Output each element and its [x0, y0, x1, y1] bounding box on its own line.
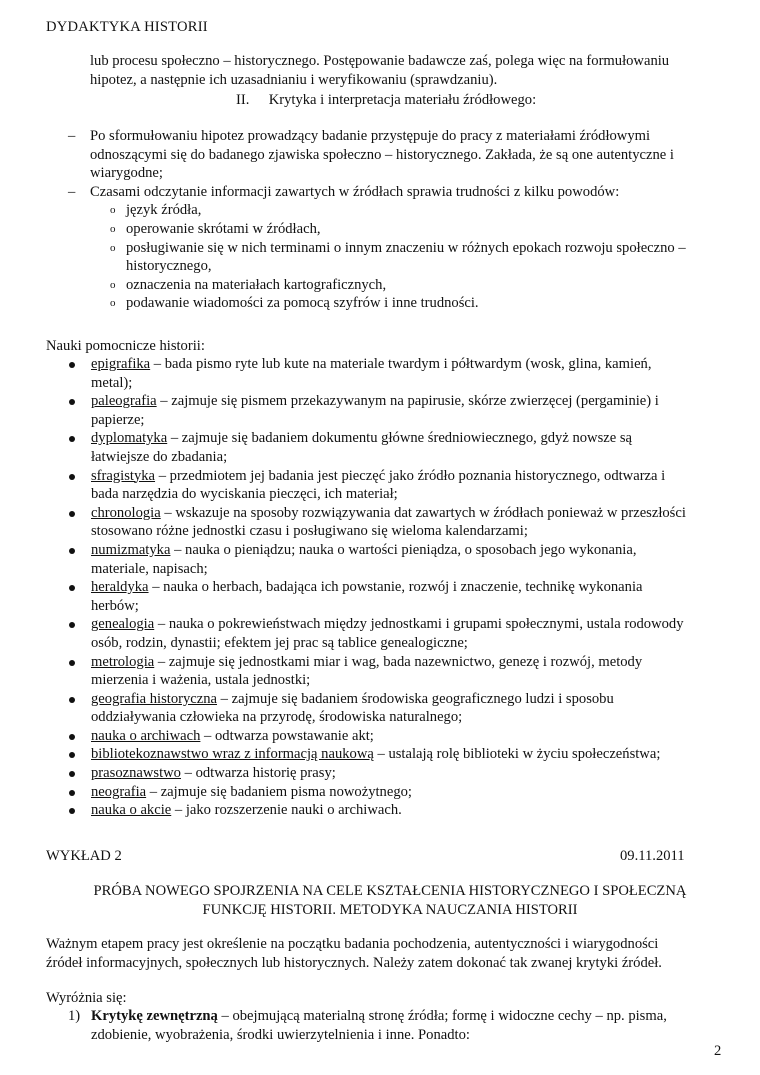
term-description: – ustalają rolę biblioteki w życiu społeczeństwa;: [373, 746, 661, 763]
numbered-item-text-cont: zdobienie, wyobrażenia, środki uwierzytelnienia i inne. Ponadto:: [91, 1026, 470, 1043]
list-item: [46, 653, 726, 690]
dash-item: [46, 183, 726, 202]
sub-item: [46, 201, 726, 220]
list-item: [46, 392, 726, 429]
term: dyplomatyka: [91, 430, 168, 447]
term: nauka o akcie: [91, 802, 172, 819]
list-item: [46, 745, 726, 764]
section-heading: [236, 91, 536, 110]
term: geografia historyczna: [91, 690, 218, 707]
lecture-paragraph-line-1: Ważnym etapem pracy jest określenie na początku badania pochodzenia, autentyczności i wiarygodności: [46, 936, 659, 952]
sub-item-line: podawanie wiadomości za pomocą szyfrów i inne trudności.: [126, 295, 479, 312]
sub-item-line: operowanie skrótami w źródłach,: [126, 220, 321, 237]
term-description: – wskazuje na sposoby rozwiązywania dat zawartych w źródłach ponieważ w przeszłości: [160, 504, 686, 521]
bullet-icon: [69, 548, 75, 554]
lecture-date: 09.11.2011: [620, 848, 685, 864]
term-description-cont: osób, rodzin, dynastii; efektem jej prac są tablice genealogiczne;: [91, 634, 468, 651]
list-item: [46, 764, 726, 783]
term-description: – zajmuje się badaniem środowiska geograficznego ludzi i sposobu: [217, 690, 614, 707]
list-item: [46, 727, 726, 746]
list-item: [46, 429, 726, 466]
bullet-icon: [69, 585, 75, 591]
circle-bullet-icon: o: [110, 204, 116, 217]
circle-bullet-icon: o: [110, 297, 116, 310]
term-description: – nauka o pokrewieństwach między jednostkami i grupami społecznymi, ustala rodowody: [154, 616, 684, 633]
bullet-icon: [69, 399, 75, 405]
bullet-icon: [69, 660, 75, 666]
section-title: Krytyka i interpretacja materiału źródłowego:: [268, 92, 537, 108]
dash-item-line: wiarygodne;: [90, 165, 163, 182]
circle-bullet-icon: o: [110, 222, 116, 235]
term-description-cont: łatwiejsze do zbadania;: [91, 448, 228, 465]
bullet-icon: [69, 511, 75, 517]
section-numeral: II.: [236, 92, 250, 108]
lecture-title-line-2: FUNKCJĘ HISTORII. METODYKA NAUCZANIA HISTORII: [202, 901, 578, 918]
bullet-icon: [69, 752, 75, 758]
page-number: 2: [714, 1043, 722, 1059]
dash-marker: –: [68, 128, 76, 144]
term: nauka o archiwach: [91, 727, 201, 744]
term-description: – zajmuje się jednostkami miar i wag, bada nazewnictwo, genezę i rozwój, metody: [154, 653, 643, 670]
term: chronologia: [91, 504, 161, 521]
bullet-icon: [69, 771, 75, 777]
sub-item: [46, 276, 726, 295]
numbered-list: [46, 1007, 726, 1044]
sub-item-line: posługiwanie się w nich terminami o innym znaczeniu w różnych epokach rozwoju społeczno –: [126, 239, 686, 256]
bullet-icon: [69, 436, 75, 442]
term-description-cont: metal);: [91, 374, 133, 391]
circle-bullet-icon: o: [110, 278, 116, 291]
term: neografia: [91, 783, 147, 800]
lecture-label: WYKŁAD 2: [46, 848, 122, 864]
sub-item-line: oznaczenia na materiałach kartograficznych,: [126, 276, 387, 293]
list-item: [46, 355, 726, 392]
bullet-icon: [69, 808, 75, 814]
term-description: – odtwarza historię prasy;: [180, 765, 336, 782]
circle-bullet-icon: o: [110, 241, 116, 254]
term-description: – bada pismo ryte lub kute na materiale twardym i półtwardym (wosk, glina, kamień,: [150, 356, 652, 372]
term-description: – zajmuje się pismem przekazywanym na papirusie, skórze zwierzęcej (pergaminie) i: [156, 393, 659, 410]
lecture-title: [40, 882, 740, 919]
bold-term: Krytykę zewnętrzną: [91, 1008, 218, 1024]
bullet-icon: [69, 697, 75, 703]
bullet-icon: [69, 622, 75, 628]
term-description-cont: bada narzędzia do wyciskania pieczęci, ich materiał;: [91, 486, 398, 503]
dash-item-line: Po sformułowaniu hipotez prowadzący badanie przystępuje do pracy z materiałami źródłowymi: [90, 128, 651, 144]
number-marker: 1): [68, 1008, 81, 1024]
lecture-paragraph-line-2: źródeł informacyjnych, społecznych lub historycznych. Należy zatem dokonać tak zwanej krytyki źródeł.: [46, 954, 662, 971]
numbered-item-text: – obejmującą materialną stronę źródła; formę i widoczne cechy – np. pisma,: [217, 1008, 667, 1024]
term: bibliotekoznawstwo wraz z informacją naukową: [91, 746, 374, 763]
term-description-cont: papierze;: [91, 411, 145, 428]
bullet-icon: [69, 734, 75, 740]
distinguish-label: Wyróżnia się:: [46, 990, 127, 1006]
term: metrologia: [91, 653, 155, 670]
sub-item: [46, 239, 726, 276]
term-description: – nauka o pieniądzu; nauka o wartości pieniądza, o sposobach jego wykonania,: [170, 541, 637, 558]
dash-item-line: odnoszącymi się do badanego zjawiska społeczno – historycznego. Zakłada, że są one autentyczne i: [90, 146, 674, 163]
numbered-item: [46, 1007, 726, 1044]
bullet-icon: [69, 790, 75, 796]
list-item: [46, 690, 726, 727]
term-description: – jako rozszerzenie nauki o archiwach.: [171, 802, 402, 819]
bullet-icon: [69, 362, 75, 368]
term-description-cont: mierzenia i ważenia, ustala jednostki;: [91, 672, 311, 689]
sub-item: [46, 220, 726, 239]
sub-item-line: historycznego,: [126, 258, 212, 275]
lecture-paragraph: [46, 935, 726, 972]
term: epigrafika: [91, 356, 151, 372]
list-item: [46, 541, 726, 578]
page-header: DYDAKTYKA HISTORII: [46, 19, 208, 35]
term-description-cont: stosowano różne jednostki czasu i posługiwano się wieloma kalendarzami;: [91, 523, 528, 540]
intro-paragraph: [90, 52, 720, 89]
term: numizmatyka: [91, 541, 171, 558]
bullet-icon: [69, 474, 75, 480]
term: genealogia: [91, 616, 155, 633]
lecture-title-line-1: PRÓBA NOWEGO SPOJRZENIA NA CELE KSZTAŁCENIA HISTORYCZNEGO I SPOŁECZNĄ: [93, 883, 687, 899]
term-description: – nauka o herbach, badająca ich powstanie, rozwój i znaczenie, technikę wykonania: [148, 579, 643, 596]
term-description: – zajmuje się badaniem dokumentu główne średniowiecznego, gdyż nowsze są: [167, 430, 633, 447]
intro-line-2: hipotez, a następnie ich uzasadnianiu i weryfikowaniu (sprawdzaniu).: [90, 71, 498, 88]
list-item: [46, 783, 726, 802]
term: prasoznawstwo: [91, 765, 181, 782]
auxiliary-list: [46, 355, 726, 820]
dash-item: [46, 127, 726, 183]
dash-item-line: Czasami odczytanie informacji zawartych w źródłach sprawia trudności z kilku powodów:: [90, 183, 620, 200]
dash-list: [46, 127, 726, 313]
list-item: [46, 504, 726, 541]
list-item: [46, 578, 726, 615]
dash-marker: –: [68, 183, 76, 200]
term-description: – zajmuje się badaniem pisma nowożytnego;: [146, 783, 412, 800]
term-description: – przedmiotem jej badania jest pieczęć jako źródło poznania historycznego, odtwarza i: [155, 467, 666, 484]
term: heraldyka: [91, 579, 149, 596]
sub-item-line: język źródła,: [126, 202, 202, 219]
auxiliary-heading: Nauki pomocnicze historii:: [46, 338, 205, 354]
term-description-cont: herbów;: [91, 597, 139, 614]
term-description-cont: materiale, napisach;: [91, 560, 208, 577]
term: sfragistyka: [91, 467, 156, 484]
term: paleografia: [91, 393, 157, 410]
sub-item: [46, 294, 726, 313]
list-item: [46, 615, 726, 652]
term-description-cont: oddziaływania człowieka na przyrodę, środowiska naturalnego;: [91, 709, 463, 726]
term-description: – odtwarza powstawanie akt;: [200, 727, 374, 744]
list-item: [46, 467, 726, 504]
intro-line-1: lub procesu społeczno – historycznego. Postępowanie badawcze zaś, polega więc na formułowaniu: [90, 53, 670, 69]
list-item: [46, 801, 726, 820]
